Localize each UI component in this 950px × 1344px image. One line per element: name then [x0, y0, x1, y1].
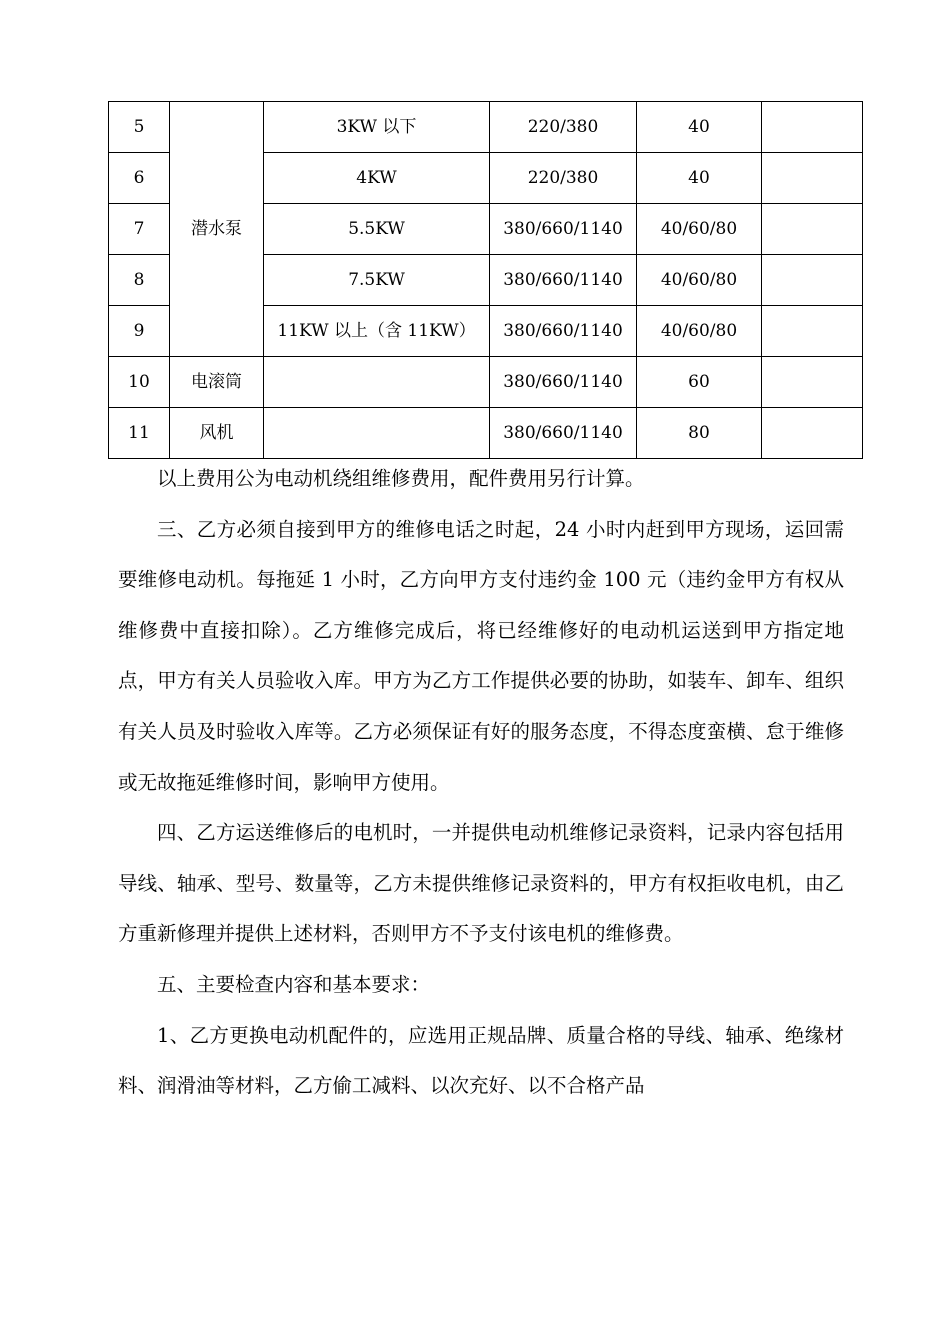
note [762, 357, 863, 408]
note [762, 204, 863, 255]
power-spec: 11KW 以上（含 11KW） [264, 306, 490, 357]
price: 40/60/80 [637, 306, 762, 357]
price: 80 [637, 408, 762, 459]
row-number: 7 [109, 204, 170, 255]
table-row [109, 357, 863, 408]
note [762, 153, 863, 204]
note [762, 408, 863, 459]
voltage: 380/660/1140 [490, 255, 637, 306]
paragraph-fee-note: 以上费用公为电动机绕组维修费用，配件费用另行计算。 [157, 467, 645, 490]
note [762, 255, 863, 306]
note [762, 102, 863, 153]
power-spec [264, 357, 490, 408]
note [762, 306, 863, 357]
voltage: 220/380 [490, 153, 637, 204]
price: 40 [637, 102, 762, 153]
table-row [109, 408, 863, 459]
row-number: 10 [109, 357, 170, 408]
price: 40 [637, 153, 762, 204]
price: 40/60/80 [637, 255, 762, 306]
row-number: 9 [109, 306, 170, 357]
paragraph-clause-4: 四、乙方运送维修后的电机时，一并提供电动机维修记录资料，记录内容包括用导线、轴承、型号、数量等，乙方未提供维修记录资料的，甲方有权拒收电机，由乙方重新修理并提供上述材料，否则甲方不予支付该电机的维修费。 [118, 821, 844, 946]
power-spec: 3KW 以下 [264, 102, 490, 153]
power-spec [264, 408, 490, 459]
row-number: 6 [109, 153, 170, 204]
table-row [109, 102, 863, 153]
voltage: 220/380 [490, 102, 637, 153]
paragraph-clause-5-item-1: 1、乙方更换电动机配件的，应选用正规品牌、质量合格的导线、轴承、绝缘材料、润滑油等材料，乙方偷工减料、以次充好、以不合格产品 [118, 1023, 844, 1098]
row-number: 11 [109, 408, 170, 459]
paragraph-clause-3: 三、乙方必须自接到甲方的维修电话之时起，24 小时内赶到甲方现场，运回需要维修电动机。每拖延 1 小时，乙方向甲方支付违约金 100 元（违约金甲方有权从维修费中直接扣除）。乙方维修完成后，将已经维修好的电动机运送到甲方指定地点，甲方有关人员验收入库。甲方为乙方工作提供必要的协助，如装车、卸车、组织有关人员及时验收入库等。乙方必须保证有好的服务态度，不得态度蛮横、怠于维修或无故拖延维修时间，影响甲方使用。 [118, 517, 844, 794]
power-spec: 4KW [264, 153, 490, 204]
voltage: 380/660/1140 [490, 408, 637, 459]
power-spec: 5.5KW [264, 204, 490, 255]
price: 40/60/80 [637, 204, 762, 255]
equipment-name: 风机 [170, 408, 264, 459]
voltage: 380/660/1140 [490, 357, 637, 408]
equipment-name: 电滚筒 [170, 357, 264, 408]
repair-fee-table [108, 101, 863, 459]
row-number: 5 [109, 102, 170, 153]
voltage: 380/660/1140 [490, 204, 637, 255]
price: 60 [637, 357, 762, 408]
power-spec: 7.5KW [264, 255, 490, 306]
equipment-name-merged: 潜水泵 [170, 102, 264, 357]
voltage: 380/660/1140 [490, 306, 637, 357]
paragraph-clause-5-heading: 五、主要检查内容和基本要求： [157, 972, 431, 996]
contract-body-text [118, 454, 844, 1112]
row-number: 8 [109, 255, 170, 306]
